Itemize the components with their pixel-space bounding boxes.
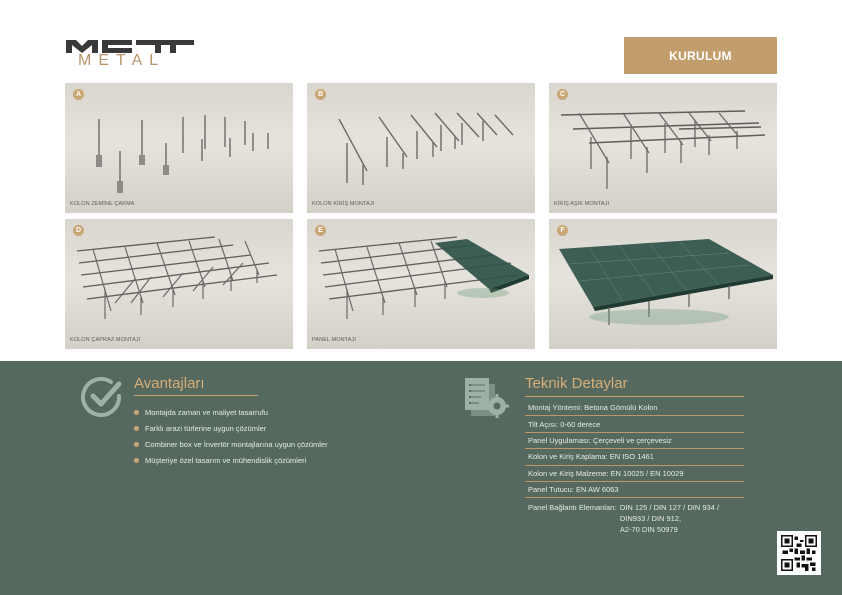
step-letter: B <box>315 89 326 100</box>
bullet-icon <box>134 442 139 447</box>
tech-list <box>525 400 744 535</box>
row-label: Panel Bağlantı Elemanları: <box>528 503 617 513</box>
columns-illustration <box>65 83 293 213</box>
table-row: Panel Tutucu: EN AW 6063 <box>525 482 744 498</box>
list-item: Müşteriye özel tasarım ve mühendislik çözümleri <box>134 452 328 468</box>
step-panel-c <box>549 83 777 213</box>
bullet-icon <box>134 426 139 431</box>
document-gear-icon <box>463 376 509 420</box>
advantages-title: Avantajları <box>134 375 205 392</box>
panel-mounting-illustration <box>307 219 535 349</box>
step-panel-a <box>65 83 293 213</box>
step-caption: KOLON ÇAPRAZ MONTAJI <box>70 337 141 343</box>
step-panel-b <box>307 83 535 213</box>
list-item: Combiner box ve İnvertör montajlarına uygun çözümler <box>134 436 328 452</box>
step-caption: KİRİŞ AŞIK MONTAJI <box>554 201 610 207</box>
brand-logo-sub: METAL <box>78 52 166 69</box>
bullet-icon <box>134 410 139 415</box>
tech-rule <box>525 396 744 397</box>
table-row <box>525 498 744 535</box>
advantages-list <box>134 404 328 468</box>
check-circle-icon <box>81 376 123 418</box>
bullet-icon <box>134 458 139 463</box>
step-caption: PANEL MONTAJI <box>312 337 356 343</box>
table-row: Panel Uygulaması: Çerçeveli ve çerçevesiz <box>525 433 744 449</box>
table-row: Tilt Açısı: 0-60 derece <box>525 416 744 432</box>
section-badge: KURULUM <box>624 37 777 74</box>
finished-array-illustration <box>549 219 777 349</box>
list-item: Montajda zaman ve maliyet tasarrufu <box>134 404 328 420</box>
row-value: DIN 125 / DIN 127 / DIN 934 / DIN933 / DIN 912, A2-70 DIN 50979 <box>619 503 720 535</box>
step-letter: D <box>73 225 84 236</box>
beam-purlin-illustration <box>549 83 777 213</box>
step-letter: A <box>73 89 84 100</box>
list-item: Farklı arazi türlerine uygun çözümler <box>134 420 328 436</box>
step-panel-f <box>549 219 777 349</box>
table-row: Kolon ve Kiriş Kaplama: EN ISO 1461 <box>525 449 744 465</box>
step-letter: F <box>557 225 568 236</box>
step-caption: KOLON KİRİŞ MONTAJI <box>312 201 375 207</box>
table-row: Montaj Yöntemi: Betona Gömülü Kolon <box>525 400 744 416</box>
step-letter: C <box>557 89 568 100</box>
step-letter: E <box>315 225 326 236</box>
step-caption: KOLON ZEMİNE ÇAKMA <box>70 201 135 207</box>
column-bracing-illustration <box>65 219 293 349</box>
column-beam-illustration <box>307 83 535 213</box>
step-panel-d <box>65 219 293 349</box>
advantages-rule <box>134 395 258 396</box>
tech-title: Teknik Detaylar <box>525 375 628 392</box>
qr-code-icon <box>777 531 821 575</box>
table-row: Kolon ve Kiriş Malzeme: EN 10025 / EN 10029 <box>525 466 744 482</box>
step-panel-e <box>307 219 535 349</box>
